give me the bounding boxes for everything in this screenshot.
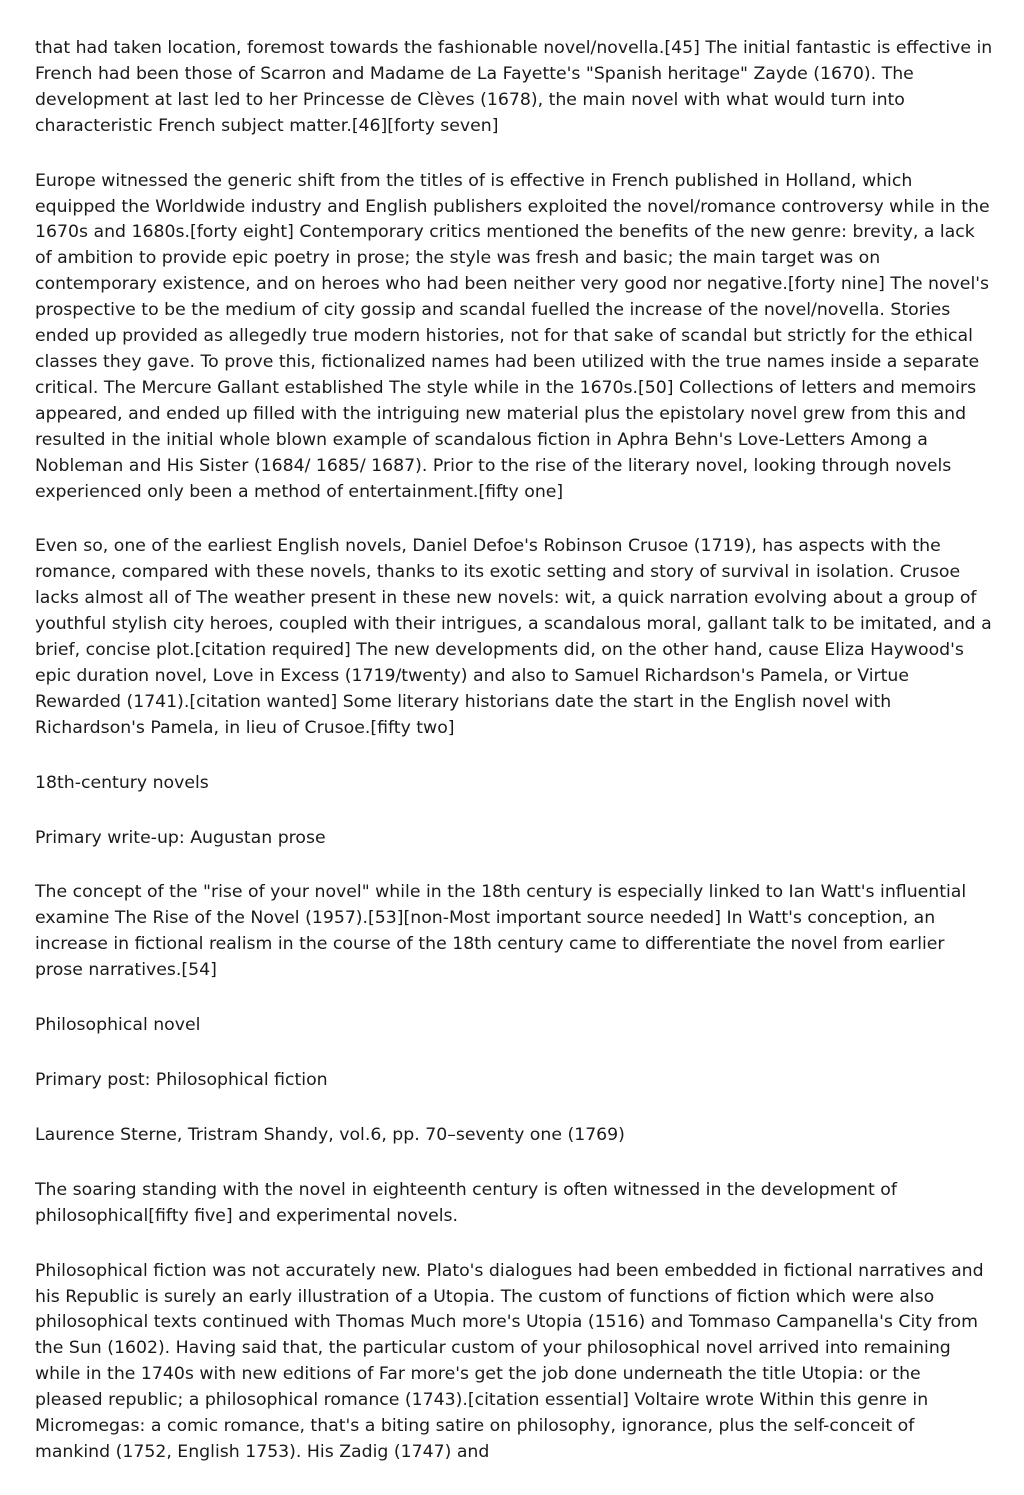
paragraph-philosophical-fiction: Philosophical fiction was not accurately new. Plato's dialogues had been embedded in fictional narratives and his Republic is surely an early illustration of a Utopia. The custom of functions of fiction which were also philosophical texts continued with Thomas Much more's Utopia (1516) and Tommaso Campanella's City from the Sun (1602). Having said that, the particular custom of your philosophical novel arrived into remaining while in the 1740s with new editions of Far more's get the job done underneath the title Utopia: or the pleased republic; a philosophical romance (1743).[citation essential] Voltaire wrote Within this genre in Micromegas: a comic romance, that's a biting satire on philosophy, ignorance, plus the self-conceit of mankind (1752, English 1753). His Zadig (1747) and xyxy=(35,1260,984,1462)
image-caption-tristram-shandy: Laurence Sterne, Tristram Shandy, vol.6, pp. 70–seventy one (1769) xyxy=(35,1124,625,1145)
heading-philosophical-novel: Philosophical novel xyxy=(35,1015,201,1036)
paragraph-soaring-standing: The soaring standing with the novel in eighteenth century is often witnessed in the development of philosophical[fifty five] and experimental novels. xyxy=(35,1179,897,1226)
paragraph-robinson-crusoe: Even so, one of the earliest English novels, Daniel Defoe's Robinson Crusoe (1719), has aspects with the romance, compared with these novels, thanks to its exotic setting and story of survival in isolation. Crusoe lacks almost all of The weather present in these new novels: wit, a quick narration evolving about a group of youthful stylish city heroes, coupled with their intrigues, a scandalous moral, gallant talk to be imitated, and a brief, concise plot.[citation required] The new developments did, on the other hand, cause Eliza Haywood's epic duration novel, Love in Excess (1719/twenty) and also to Samuel Richardson's Pamela, or Virtue Rewarded (1741).[citation wanted] Some literary historians date the start in the English novel with Richardson's Pamela, in lieu of Crusoe.[fifty two] xyxy=(35,536,992,738)
main-article-philosophical-fiction: Primary post: Philosophical fiction xyxy=(35,1070,328,1090)
main-article-augustan-prose: Primary write-up: Augustan prose xyxy=(35,827,326,848)
document-body xyxy=(35,36,993,1495)
paragraph-fashionable-novella: that had taken location, foremost towards the fashionable novel/novella.[45] The initial fantastic is effective in French had been those of Scarron and Madame de La Fayette's "Spanish heritage" Zayde (1670). The development at last led to her Princesse de Clèves (1678), the main novel with what would turn into characteristic French subject matter.[46][forty seven] xyxy=(35,38,993,136)
paragraph-rise-of-novel: The concept of the "rise of your novel" while in the 18th century is especially linked to Ian Watt's influential examine The Rise of the Novel (1957).[53][non-Most important source needed] In Watt's conception, an increase in fictional realism in the course of the 18th century came to differentiate the novel from earlier prose narratives.[54] xyxy=(35,882,967,981)
heading-18th-century-novels: 18th-century novels xyxy=(35,772,209,793)
paragraph-generic-shift: Europe witnessed the generic shift from the titles of is effective in French published in Holland, which equipped the Worldwide industry and English publishers exploited the novel/romance controversy while in the 1670s and 1680s.[forty eight] Contemporary critics mentioned the benefits of the new genre: brevity, a lack of ambition to provide epic poetry in prose; the style was fresh and basic; the main target was on contemporary existence, and on heroes who had been neither very good nor negative.[forty nine] The novel's prospective to be the medium of city gossip and scandal fuelled the increase of the novel/novella. Stories ended up provided as allegedly true modern histories, not for that sake of scandal but strictly for the ethical classes they gave. To prove this, fictionalized names had been utilized with the true names inside a separate critical. The Mercure Gallant established The style while in the 1670s.[50] Collections of letters and memoirs appeared, and ended up filled with the intriguing new material plus the epistolary novel grew from this and resulted in the initial whole blown example of scandalous fiction in Aphra Behn's Love-Letters Among a Nobleman and His Sister (1684/ 1685/ 1687). Prior to the rise of the literary novel, looking through novels experienced only been a method of entertainment.[fifty one] xyxy=(35,170,990,502)
